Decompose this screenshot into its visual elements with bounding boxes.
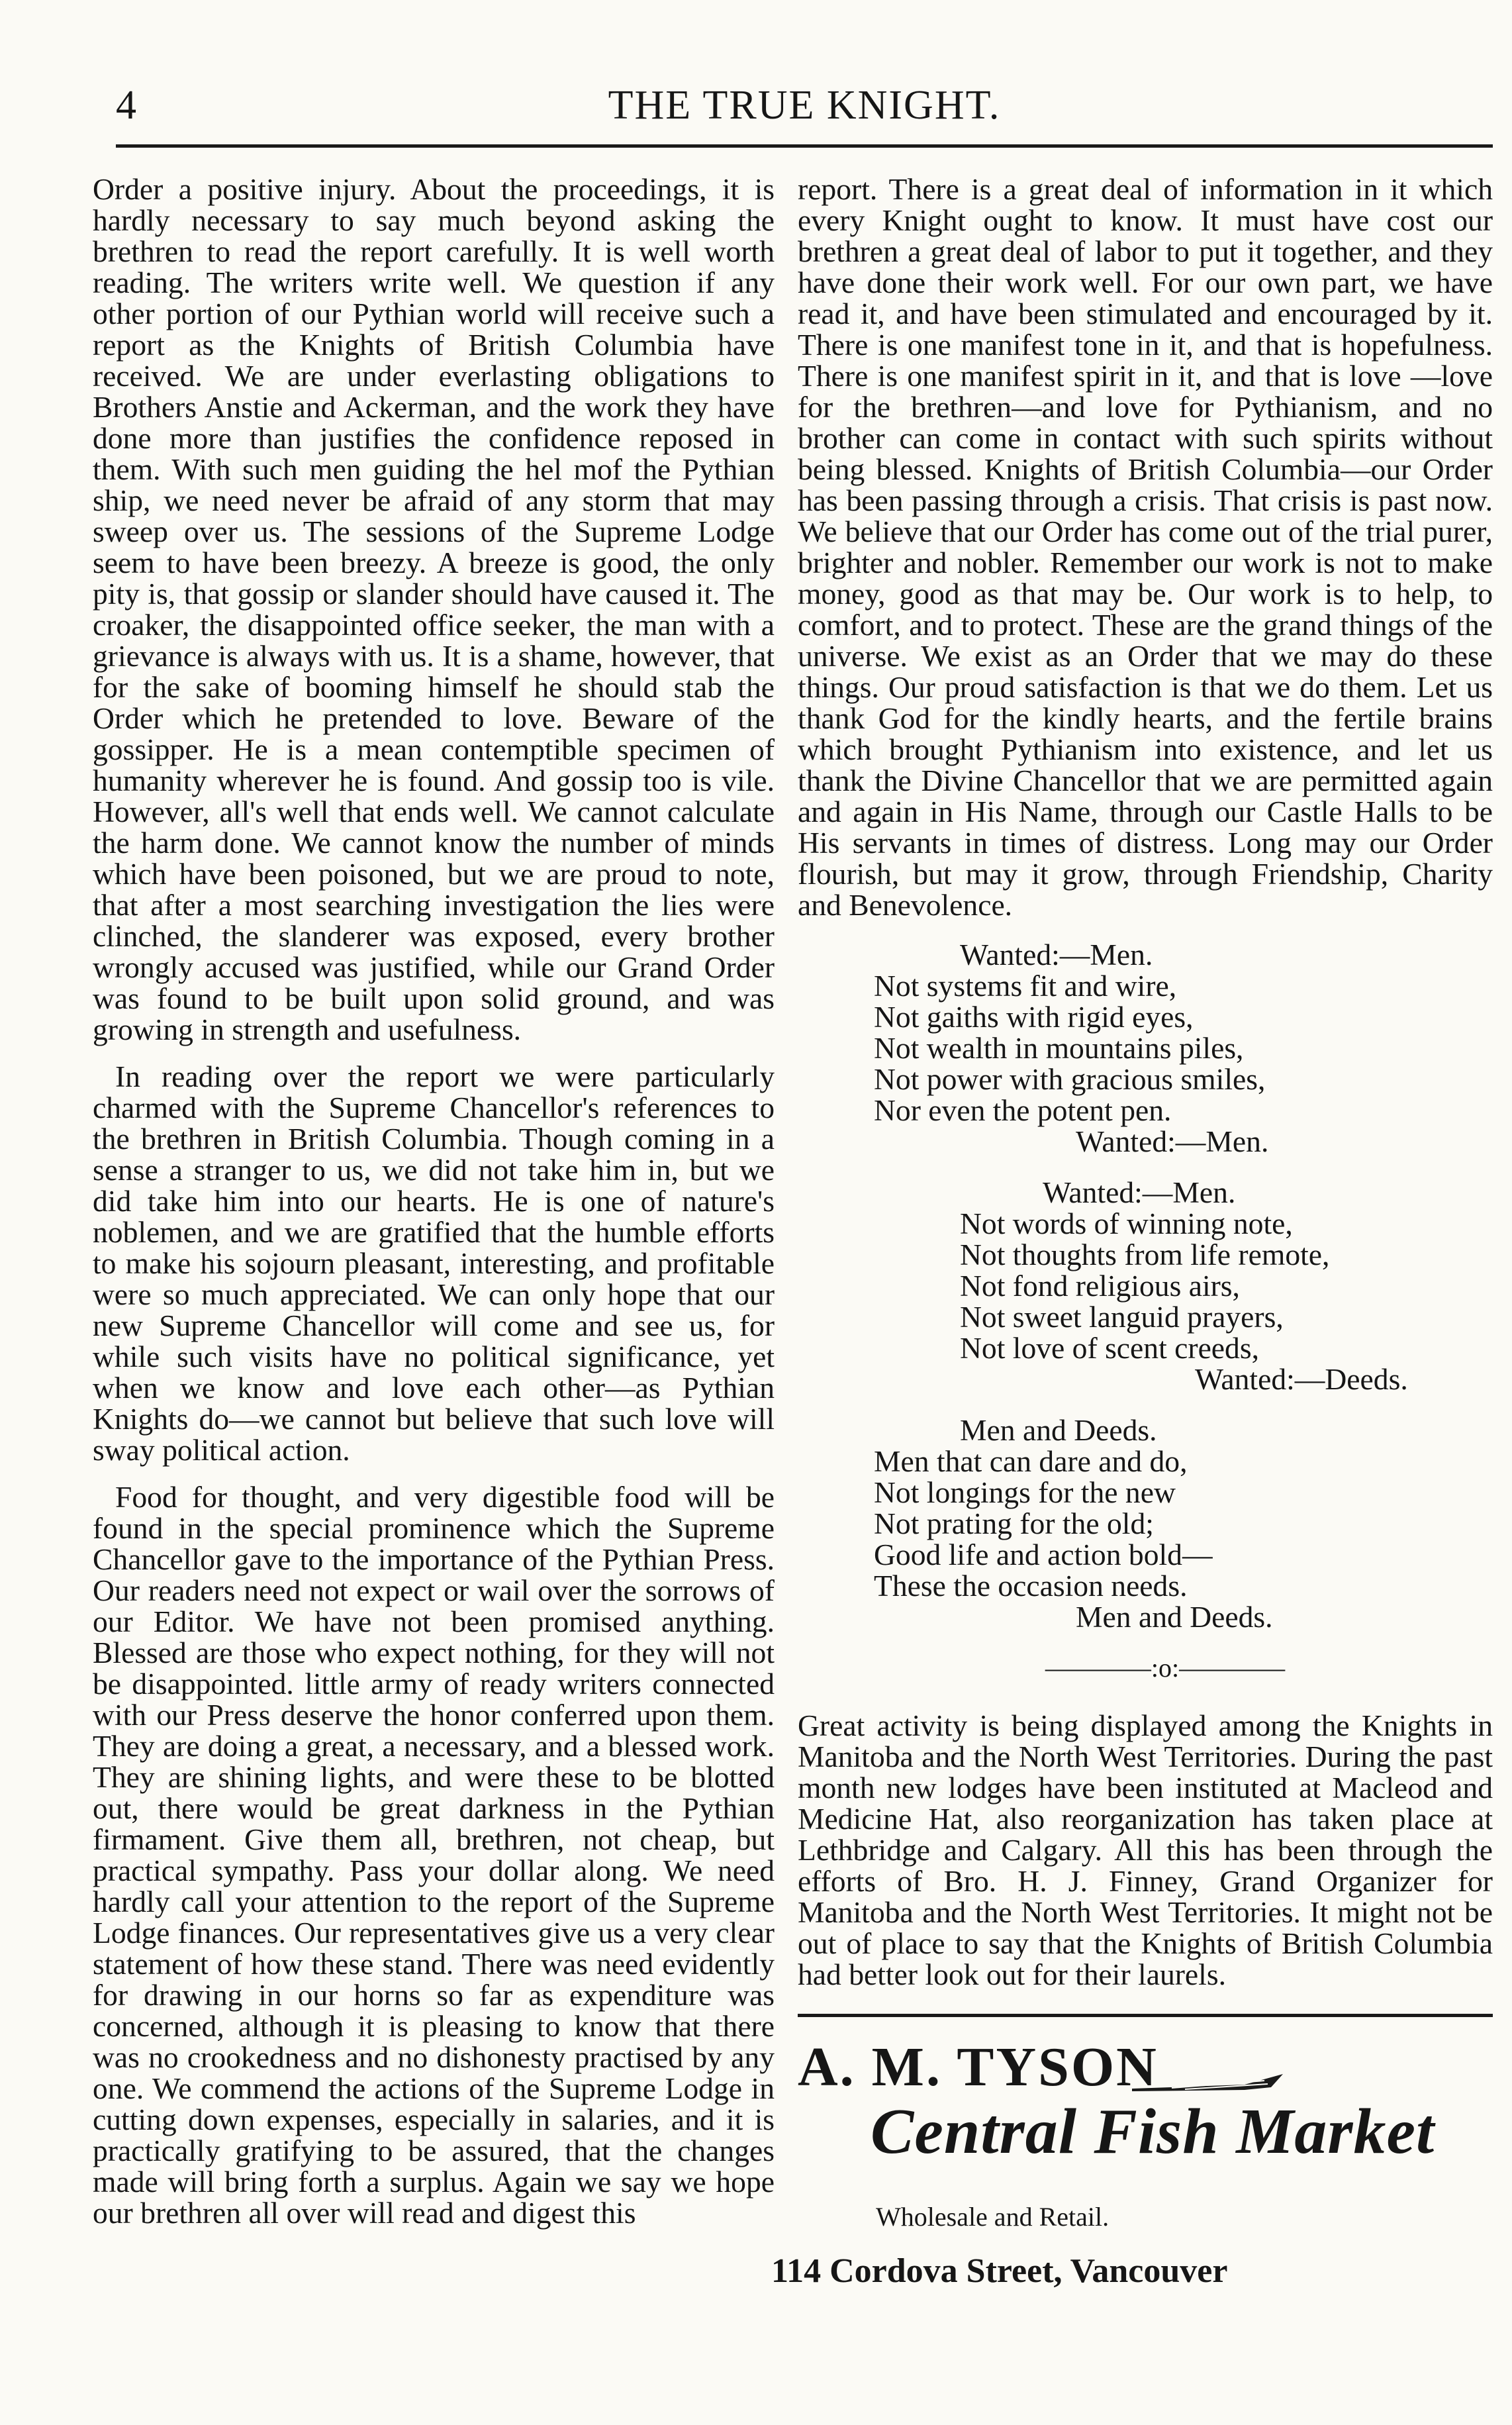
poem-line: Men and Deeds. xyxy=(1076,1600,1273,1634)
poem-line: Nor even the potent pen. xyxy=(874,1093,1172,1127)
left-column xyxy=(93,173,775,2228)
poem-line: Wanted:—Men. xyxy=(1043,1175,1236,1209)
poem-line: Not love of scent creeds, xyxy=(960,1331,1259,1365)
poem-line: Not prating for the old; xyxy=(874,1507,1154,1540)
article-paragraph: In reading over the report we were particularly charmed with the Supreme Chancellor's references to the brethren in British Columbia. Though coming in a sense a stranger to us, we did not take him in, but we did take him into our hearts. He is one of nature's noblemen, and we are gratified that the humble efforts to make his sojourn pleasant, interesting, and profitable were so much appreciated. We can only hope that our new Supreme Chancellor will come and see us, for while such visits have no political significance, yet when we know and love each other—as Pythian Knights do—we cannot but believe that such love will sway political action. xyxy=(93,1060,775,1467)
poem-stanza xyxy=(798,1414,1493,1632)
poem-line: Wanted:—Deeds. xyxy=(1195,1362,1408,1396)
poem xyxy=(798,939,1493,1632)
poem-line: Not sweet languid prayers, xyxy=(960,1300,1284,1334)
poem-line: Not power with gracious smiles, xyxy=(874,1062,1266,1096)
business-address: 114 Cordova Street, Vancouver xyxy=(771,2252,1228,2290)
business-tagline: Wholesale and Retail. xyxy=(876,2202,1110,2232)
section-separator: ————:o:———— xyxy=(1045,1653,1286,1683)
pen-flourish-icon xyxy=(1132,2070,1284,2097)
poem-line: Wanted:—Men. xyxy=(1076,1124,1269,1158)
page-number: 4 xyxy=(116,83,136,128)
poem-line: Men and Deeds. xyxy=(960,1413,1157,1447)
poem-line: Not wealth in mountains piles, xyxy=(874,1031,1244,1065)
poem-line: Not longings for the new xyxy=(874,1475,1176,1509)
advertiser-name: A. M. TYSON xyxy=(798,2036,1158,2098)
advertisement xyxy=(771,2017,1493,2295)
poem-line: Good life and action bold— xyxy=(874,1538,1213,1571)
business-name: Central Fish Market xyxy=(871,2096,1435,2167)
masthead-title: THE TRUE KNIGHT. xyxy=(608,83,1001,128)
poem-line: Not words of winning note, xyxy=(960,1207,1293,1240)
poem-line: Wanted:—Men. xyxy=(960,938,1153,971)
poem-stanza xyxy=(798,939,1493,1157)
poem-line: Men that can dare and do, xyxy=(874,1444,1188,1478)
right-column xyxy=(771,172,1493,2295)
article-paragraph: Food for thought, and very digestible food will be found in the special prominence which the Supreme Chancellor gave to the importance of the Pythian Press. Our readers need not expect or wail over the sorrows of our Editor. We have not been promised anything. Blessed are those who expect nothing, for they will not be disappointed. little army of ready writers connected with our Press deserve the honor conferred upon them. They are doing a great, a necessary, and a blessed work. They are shining lights, and were these to be blotted out, there would be great darkness in the Pythian firmament. Give them all, brethren, not cheap, but practical sympathy. Pass your dollar along. We need hardly call your attention to the report of the Supreme Lodge finances. Our representatives give us a very clear statement of how these stand. There was need evidently for drawing in our horns so far as expenditure was concerned, although it is pleasing to know that there was no crookedness and no dishonesty practised by any one. We commend the actions of the Supreme Lodge in cutting down expenses, especially in salaries, and it is practically gratifying to be assured, that the changes made will bring forth a surplus. Again we say we hope our brethren all over will read and digest this xyxy=(93,1480,775,2230)
poem-stanza xyxy=(798,1177,1493,1395)
article-paragraph: Order a positive injury. About the proceedings, it is hardly necessary to say much beyond asking the brethren to read the report carefully. It is well worth reading. The writers write well. We question if any other portion of our Pythian world will receive such a report as the Knights of British Columbia have received. We are under everlasting obligations to Brothers Anstie and Ackerman, and the work they have done more than justifies the confidence reposed in them. With such men guiding the hel mof the Pythian ship, we need never be afraid of any storm that may sweep over us. The sessions of the Supreme Lodge seem to have been breezy. A breeze is good, the only pity is, that gossip or slander should have caused it. The croaker, the disappointed office seeker, the man with a grievance is always with us. It is a shame, however, that for the sake of booming himself he should stab the Order which he pretended to love. Beware of the gossipper. He is a mean contemptible specimen of humanity wherever he is found. And gossip too is vile. However, all's well that ends well. We cannot calculate the harm done. We cannot know the number of minds which have been poisoned, but we are proud to note, that after a most searching investigation the lies were clinched, the slanderer was exposed, every brother wrongly accused was justified, while our Grand Order was found to be built upon solid ground, and was growing in strength and usefulness. xyxy=(93,172,775,1046)
poem-line: These the occasion needs. xyxy=(874,1569,1188,1603)
article-paragraph: report. There is a great deal of information in it which every Knight ought to know. It must have cost our brethren a great deal of labor to put it together, and they have done their work well. For our own part, we have read it, and have been stimulated and encouraged by it. There is one manifest tone in it, and that is hopefulness. There is one manifest spirit in it, and that is love —love for the brethren—and love for Pythianism, and no brother can come in contact with such spirits without being blessed. Knights of British Columbia—our Order has been passing through a crisis. That crisis is past now. We believe that our Order has come out of the trial purer, brighter and nobler. Remember our work is not to make money, good as that may be. Our work is to help, to comfort, and to protect. These are the grand things of the universe. We exist as an Order that we may do these things. Our proud satisfaction is that we do them. Let us thank God for the kindly hearts, and the fertile brains which brought Pythianism into existence, and let us thank the Divine Chancellor that we are permitted again and again in His Name, through our Castle Halls to be His servants in times of distress. Long may our Order flourish, but may it grow, through Friendship, Charity and Benevolence. xyxy=(798,172,1493,922)
poem-line: Not systems fit and wire, xyxy=(874,969,1177,1003)
poem-line: Not thoughts from life remote, xyxy=(960,1238,1330,1271)
page-header xyxy=(116,78,1493,142)
poem-line: Not gaiths with rigid eyes, xyxy=(874,1000,1194,1034)
poem-line: Not fond religious airs, xyxy=(960,1269,1240,1303)
header-rule xyxy=(116,144,1493,148)
news-paragraph: Great activity is being displayed among the Knights in Manitoba and the North West Territories. During the past month new lodges have been instituted at Macleod and Medicine Hat, also reorganization has taken place at Lethbridge and Calgary. All this has been through the efforts of Bro. H. J. Finney, Grand Organizer for Manitoba and the North West Territories. It might not be out of place to say that the Knights of British Columbia had better look out for their laurels. xyxy=(798,1708,1493,1991)
